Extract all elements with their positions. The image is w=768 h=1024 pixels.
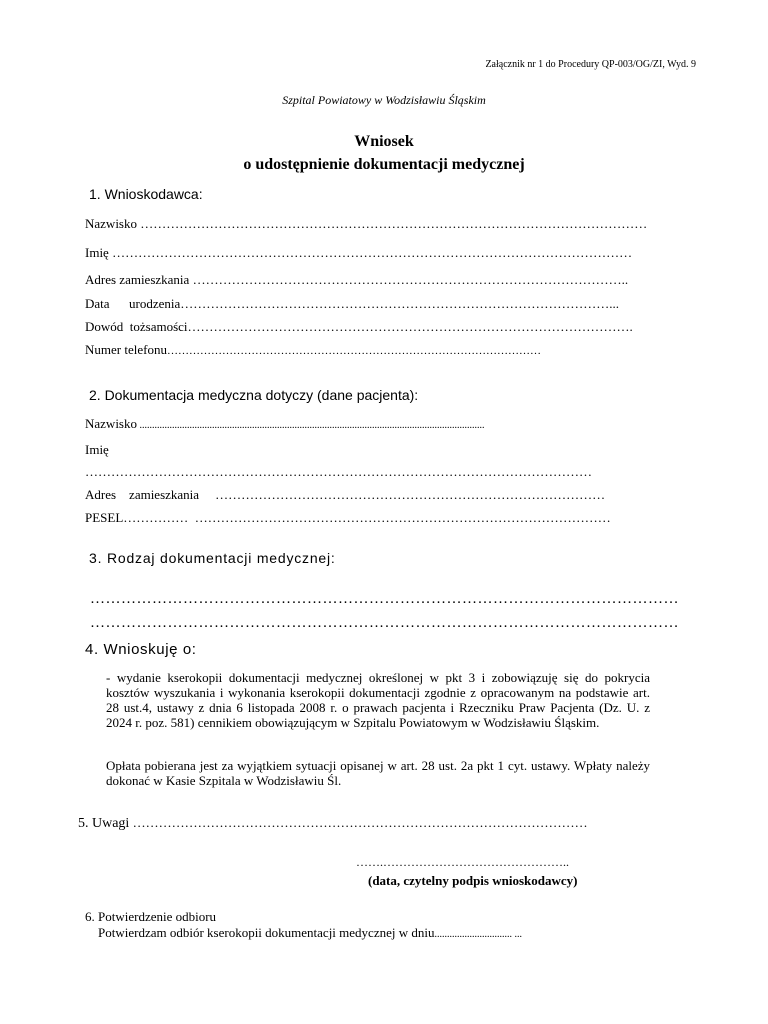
field-label: Nazwisko bbox=[85, 416, 137, 431]
annex-note: Załącznik nr 1 do Procedury QP-003/OG/ZI, Wyd. 9 bbox=[485, 59, 696, 70]
section-1-heading: 1. Wnioskodawca: bbox=[89, 186, 203, 202]
fill-dots: ……………………………………………………………………………………….. bbox=[189, 272, 629, 287]
fill-dots: ………………………………………………………………………………………... bbox=[180, 296, 620, 311]
patient-surname-field[interactable] bbox=[85, 416, 485, 432]
documentation-type-line-1[interactable]: …………………………………………………………………………………………………… bbox=[90, 591, 679, 607]
field-label: Imię bbox=[85, 245, 109, 260]
fill-dots: ………………………………………………………………………………………………………… bbox=[108, 245, 633, 260]
fill-dots: ……………………………………………………………………………… bbox=[215, 487, 606, 502]
applicant-firstname-field[interactable] bbox=[85, 245, 632, 261]
patient-firstname-label: Imię bbox=[85, 442, 109, 457]
applicant-birthdate-field[interactable] bbox=[85, 296, 619, 312]
field-label: PESEL bbox=[85, 510, 124, 525]
fee-paragraph: Opłata pobierana jest za wyjątkiem sytuacji opisanej w art. 28 ust. 2a pkt 1 cyt. ustawy. Wpłaty należy dokonać w Kasie Szpitala w Wodzisławiu Śl. bbox=[106, 758, 650, 788]
field-label: Dowód tożsamości bbox=[85, 319, 188, 334]
signature-line[interactable]: …….……………………………………….. bbox=[356, 855, 569, 869]
fill-dots: ………………………………………………………………………………………… bbox=[166, 345, 541, 357]
patient-pesel-field[interactable] bbox=[85, 510, 611, 526]
remarks-field[interactable] bbox=[78, 815, 588, 832]
fill-dots: ……………………………………………………………………………………………………… bbox=[137, 216, 648, 231]
applicant-id-field[interactable] bbox=[85, 319, 633, 335]
field-label: Adres zamieszkania bbox=[85, 272, 190, 287]
fill-dots: …………… …………………………………………………………………………………… bbox=[123, 510, 611, 525]
remarks-label: 5. Uwagi bbox=[78, 816, 130, 831]
patient-address-field[interactable] bbox=[85, 487, 605, 503]
field-label: Adres zamieszkania bbox=[85, 487, 200, 502]
receipt-confirmation-field[interactable] bbox=[98, 925, 522, 941]
applicant-address-field[interactable] bbox=[85, 272, 628, 288]
section-4-heading: 4. Wnioskuję o: bbox=[85, 641, 197, 658]
receipt-text: Potwierdzam odbiór kserokopii dokumentacji medycznej w dniu bbox=[98, 925, 435, 940]
field-label: Numer telefonu bbox=[85, 342, 167, 357]
fill-dots: .......................................................................................................................................... bbox=[137, 420, 485, 431]
applicant-phone-field[interactable] bbox=[85, 342, 541, 358]
section-6-heading: 6. Potwierdzenie odbioru bbox=[85, 909, 217, 924]
fill-dots: ............................... ... bbox=[434, 929, 522, 940]
document-subtitle: o udostępnienie dokumentacji medycznej bbox=[243, 156, 525, 173]
field-label: Nazwisko bbox=[85, 216, 137, 231]
fill-dots: …………………………………………………………………………………………… bbox=[129, 815, 588, 830]
section-2-heading: 2. Dokumentacja medyczna dotyczy (dane pacjenta): bbox=[89, 387, 419, 403]
section-3-heading: 3. Rodzaj dokumentacji medycznej: bbox=[89, 550, 336, 566]
document-title: Wniosek bbox=[354, 133, 414, 150]
hospital-name: Szpital Powiatowy w Wodzisławiu Śląskim bbox=[282, 93, 486, 107]
field-label: Data urodzenia bbox=[85, 296, 181, 311]
request-paragraph: - wydanie kserokopii dokumentacji medycznej określonej w pkt 3 i zobowiązuję się do pokrycia kosztów wyszukania i wykonania kserokopii dokumentacji zgodnie z opracowanym na podstawie art. 28 ust.4, ustawy z dnia 6 listopada 2008 r. o prawach pacjenta i Rzeczniku Praw Pacjenta (Dz. U. z 2024 r. poz. 581) cennikiem obowiązującym w Szpitalu Powiatowym w Wodzisławiu Śląskim. bbox=[106, 670, 650, 730]
applicant-surname-field[interactable] bbox=[85, 216, 647, 232]
patient-firstname-field[interactable]: ……………………………………………………………………………………………………… bbox=[85, 464, 592, 479]
fill-dots: …………………………………………………………………………………………. bbox=[187, 319, 633, 334]
signature-caption: (data, czytelny podpis wnioskodawcy) bbox=[368, 873, 578, 888]
documentation-type-line-2[interactable]: …………………………………………………………………………………………………… bbox=[90, 615, 679, 631]
